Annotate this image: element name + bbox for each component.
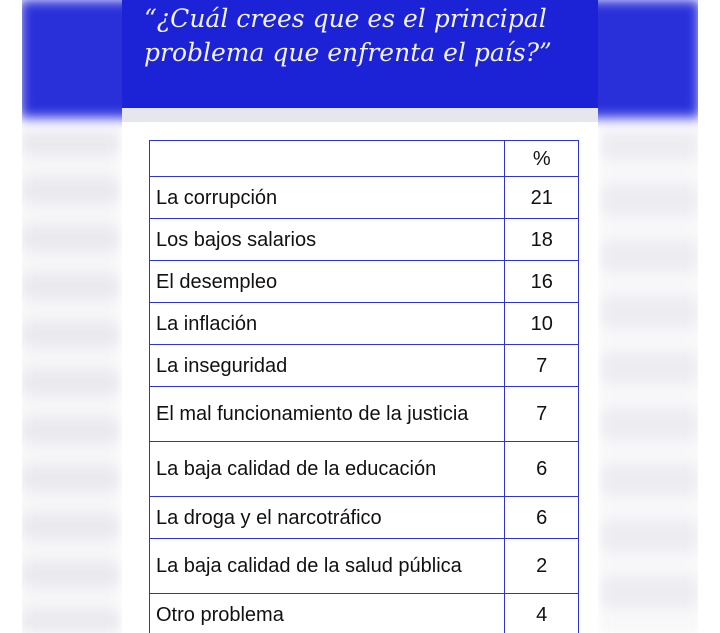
table-row: [150, 219, 579, 261]
row-value: 7: [505, 387, 579, 442]
row-label: La baja calidad de la educación: [150, 442, 505, 497]
row-label: El desempleo: [150, 261, 505, 303]
row-label: La inflación: [150, 303, 505, 345]
question-title: “¿Cuál crees que es el principal problema que enfrenta el país?”: [144, 4, 552, 67]
row-value: 10: [505, 303, 579, 345]
row-value: 7: [505, 345, 579, 387]
row-value: 21: [505, 177, 579, 219]
row-label: Otro problema: [150, 594, 505, 633]
table-row: [150, 442, 579, 497]
question-header: [122, 0, 598, 108]
row-label: La droga y el narcotráfico: [150, 497, 505, 539]
row-label: La corrupción: [150, 177, 505, 219]
row-value: 6: [505, 442, 579, 497]
survey-card: [122, 0, 598, 633]
row-value: 4: [505, 594, 579, 633]
results-table: [149, 140, 579, 633]
header-separator: [122, 108, 598, 122]
table-row: [150, 177, 579, 219]
left-margin: [0, 0, 22, 633]
table-row: [150, 303, 579, 345]
row-label: La baja calidad de la salud pública: [150, 539, 505, 594]
row-label: La inseguridad: [150, 345, 505, 387]
row-value: 2: [505, 539, 579, 594]
row-value: 6: [505, 497, 579, 539]
table-row: [150, 594, 579, 633]
table-row: [150, 261, 579, 303]
table-row: [150, 539, 579, 594]
column-header-percent: %: [505, 141, 579, 177]
column-header-label: [150, 141, 505, 177]
right-margin: [698, 0, 720, 633]
blurred-right-panel: [600, 130, 700, 633]
table-header-row: [150, 141, 579, 177]
row-value: 16: [505, 261, 579, 303]
row-label: Los bajos salarios: [150, 219, 505, 261]
blurred-left-panel: [20, 130, 120, 633]
row-value: 18: [505, 219, 579, 261]
table-row: [150, 387, 579, 442]
table-row: [150, 345, 579, 387]
table-row: [150, 497, 579, 539]
row-label: El mal funcionamiento de la justicia: [150, 387, 505, 442]
